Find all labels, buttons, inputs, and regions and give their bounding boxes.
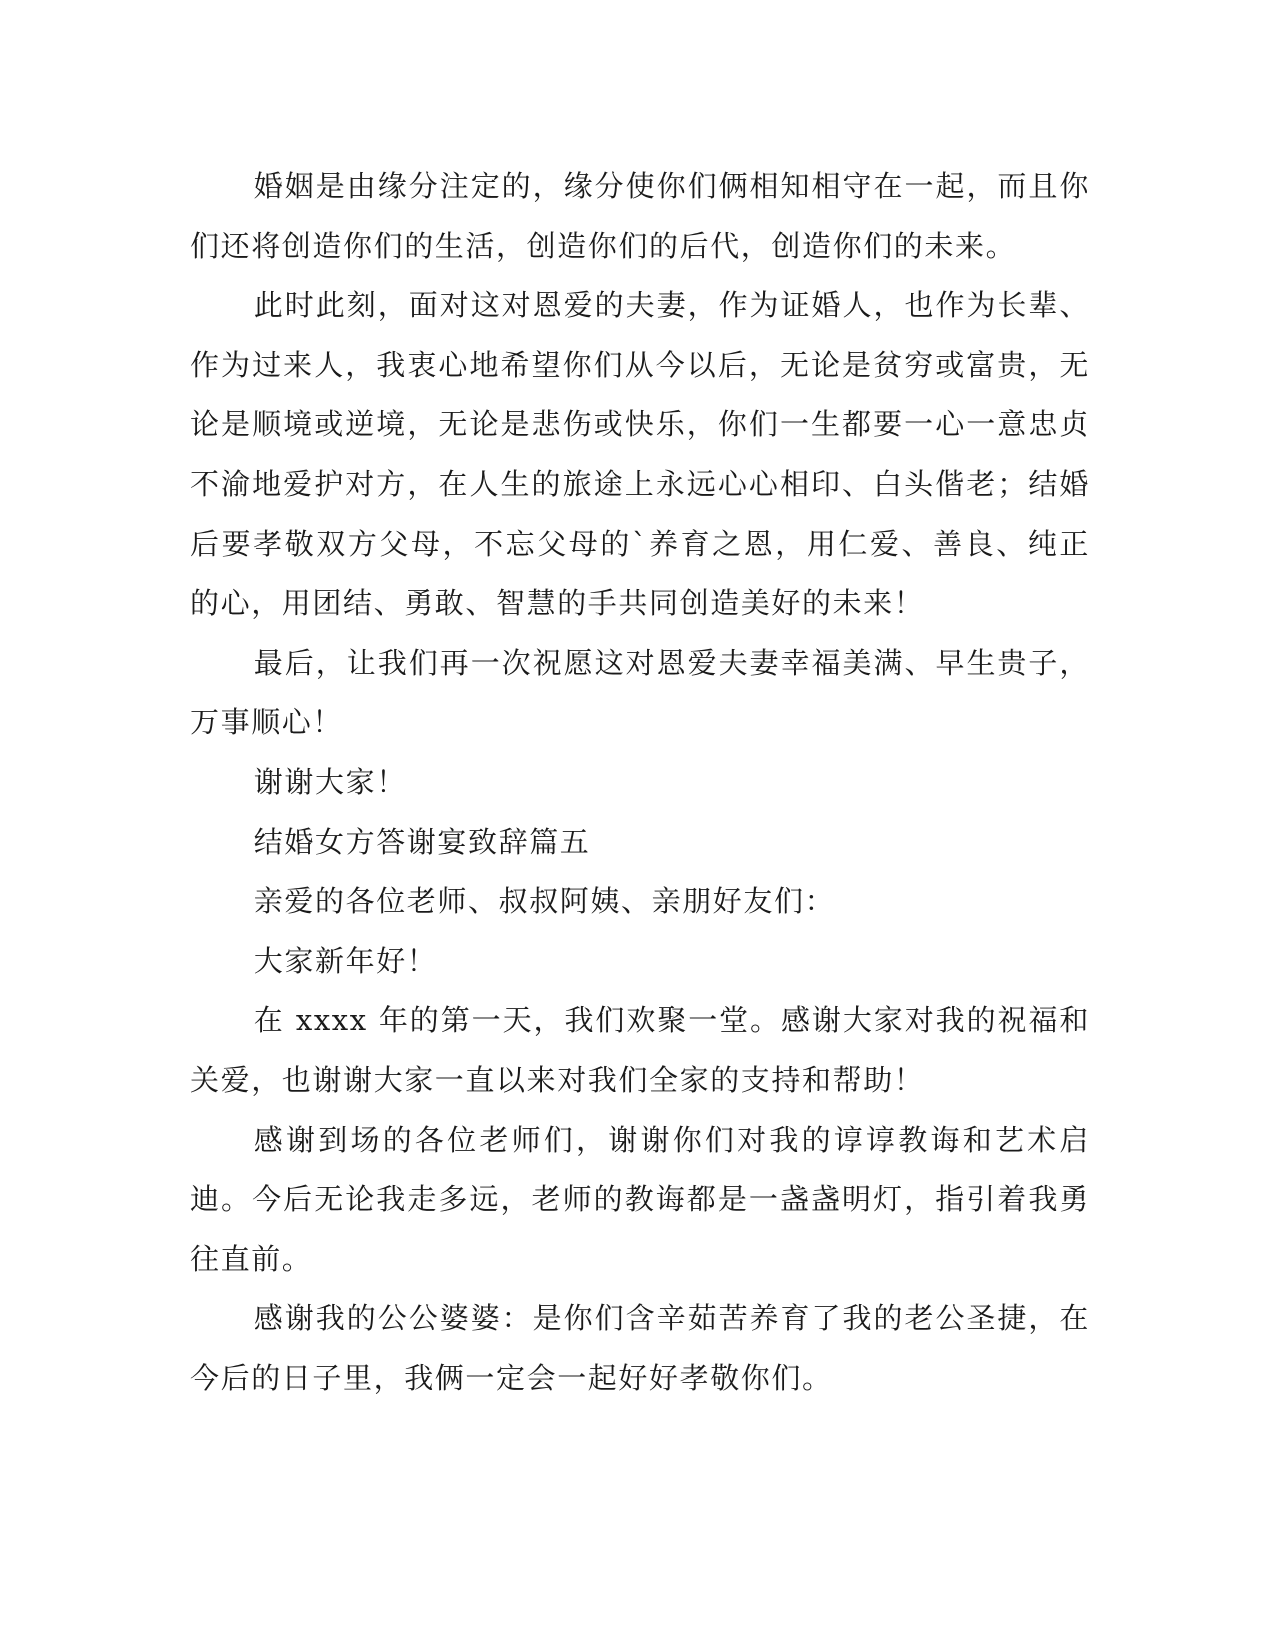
section-heading: 结婚女方答谢宴致辞篇五 [253, 824, 591, 859]
paragraph: 谢谢大家！ [253, 764, 407, 799]
paragraph: 在 xxxx 年的第一天，我们欢聚一堂。感谢大家对我的祝福和关爱，也谢谢大家一直以来对我们全家的支持和帮助！ [190, 1003, 1090, 1097]
salutation: 亲爱的各位老师、叔叔阿姨、亲朋好友们： [253, 884, 836, 919]
paragraph: 婚姻是由缘分注定的，缘分使你们俩相知相守在一起，而且你们还将创造你们的生活，创造你们的后代，创造你们的未来。 [190, 169, 1090, 263]
paragraph: 感谢到场的各位老师们，谢谢你们对我的谆谆教诲和艺术启迪。今后无论我走多远，老师的教诲都是一盏盏明灯，指引着我勇往直前。 [190, 1122, 1090, 1276]
greeting: 大家新年好！ [253, 943, 438, 978]
paragraph: 感谢我的公公婆婆：是你们含辛茹苦养育了我的老公圣捷，在今后的日子里，我俩一定会一起好好孝敬你们。 [190, 1301, 1090, 1395]
document-body [190, 157, 1090, 1408]
paragraph: 最后，让我们再一次祝愿这对恩爱夫妻幸福美满、早生贵子，万事顺心！ [190, 645, 1090, 740]
paragraph: 此时此刻，面对这对恩爱的夫妻，作为证婚人，也作为长辈、作为过来人，我衷心地希望你们从今以后，无论是贫穷或富贵，无论是顺境或逆境，无论是悲伤或快乐，你们一生都要一心一意忠贞不渝地爱护对方，在人生的旅途上永远心心相印、白头偕老；结婚后要孝敬双方父母，不忘父母的`养育之恩，用仁爱、善良、纯正的心，用团结、勇敢、智慧的手共同创造美好的未来！ [190, 288, 1090, 621]
